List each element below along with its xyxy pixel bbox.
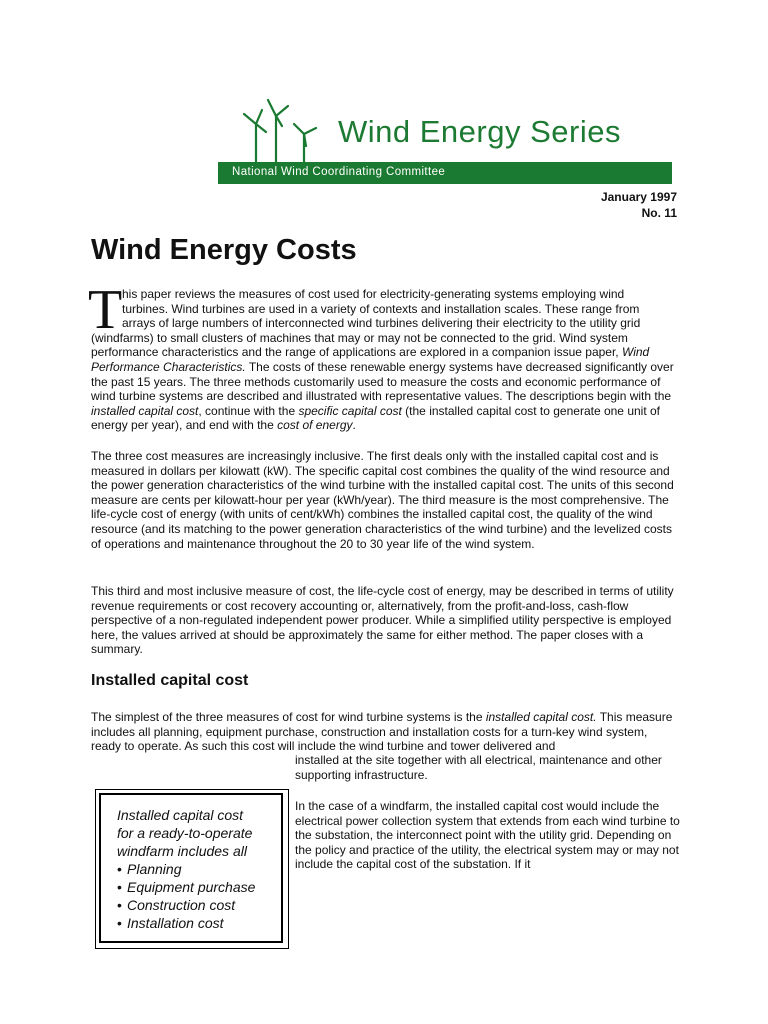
issue-date: January 1997: [600, 190, 677, 204]
sidebar-box-inner: [99, 793, 283, 943]
paragraph-4-continued: installed at the site together with all electrical, maintenance and other supporting infrastructure.: [295, 753, 662, 782]
box-item: • Planning: [117, 861, 182, 877]
intro-body: (windfarms) to small clusters of machines that may or may not be connected to the grid. Wind system performance characteristics and the range of applications are explored in a companion issue paper, Wind Performance Characteristics. The costs of these renewable energy systems have decreased significantly over the past 15 years. The three methods customarily used to measure the costs and economic performance of wind turbine systems are described and illustrated with representative values. The descriptions begin with the installed capital cost, continue with the specific capital cost (the installed capital cost to generate one unit of energy per year), and end with the cost of energy.: [91, 330, 674, 433]
box-item: • Construction cost: [117, 897, 236, 913]
paragraph-2: The three cost measures are increasingly inclusive. The first deals only with the installed capital cost and is measured in dollars per kilowatt (kW). The specific capital cost combines the quality of the wind resource and the power generation characteristics of the wind turbine with the installed capital cost. The units of this second measure are cents per kilowatt-hour per year (kWh/year). The third measure is the most comprehensive. The life-cycle cost of energy (with units of cent/kWh) combines the installed capital cost, the quality of the wind resource (and its matching to the power generation characteristics of the wind turbine) and the levelized costs of operations and maintenance throughout the 20 to 30 year life of the wind system.: [91, 449, 674, 551]
box-line-3: windfarm includes all: [117, 843, 247, 859]
committee-name: National Wind Coordinating Committee: [232, 166, 446, 178]
bullet-icon: •: [117, 861, 122, 877]
bullet-icon: •: [117, 879, 122, 895]
issue-number: No. 11: [641, 206, 677, 220]
series-title: Wind Energy Series: [338, 114, 621, 149]
paragraph-4: The simplest of the three measures of cost for wind turbine systems is the installed capital cost. This measure includes all planning, equipment purchase, construction and installation costs for a turn-key wind system, ready to operate. As such this cost will include the wind turbine and tower delivered and: [91, 710, 673, 754]
issue-info: [601, 189, 677, 221]
box-line-2: for a ready-to-operate: [117, 825, 253, 841]
paragraph-5: In the case of a windfarm, the installed capital cost would include the electrical power collection system that extends from each wind turbine to the substation, the interconnect point with the utility grid. Depending on the policy and practice of the utility, the electrical system may or may not include the capital cost of the substation. If it: [295, 799, 680, 872]
section-heading: Installed capital cost: [91, 672, 249, 689]
page-title: Wind Energy Costs: [91, 234, 357, 266]
box-item: • Equipment purchase: [117, 879, 256, 895]
wind-turbines-logo-icon: [236, 94, 336, 166]
bullet-icon: •: [117, 897, 122, 913]
paragraph-3: This third and most inclusive measure of cost, the life-cycle cost of energy, may be described in terms of utility revenue requirements or cost recovery accounting or, alternatively, from the profit-and-loss, cash-flow perspective of a non-regulated independent power producer. While a simplified utility perspective is employed here, the values arrived at should be approximately the same for either method. The paper closes with a summary.: [91, 584, 674, 657]
sidebar-box: [95, 789, 289, 949]
sidebar-box-text: [117, 806, 255, 932]
drop-cap: T: [88, 279, 123, 341]
box-line-1: Installed capital cost: [117, 807, 244, 823]
intro-line-2: turbines. Wind turbines are used in a variety of contexts and installation scales. These range from: [122, 301, 640, 316]
intro-line-1: his paper reviews the measures of cost used for electricity-generating systems employing wind: [122, 287, 625, 301]
bullet-icon: •: [117, 915, 122, 931]
committee-banner: [218, 162, 672, 184]
intro-line-3: arrays of large numbers of interconnected wind turbines delivering their electricity to the utility grid: [122, 316, 641, 331]
box-item: • Installation cost: [117, 915, 224, 931]
intro-paragraph: [91, 287, 677, 433]
